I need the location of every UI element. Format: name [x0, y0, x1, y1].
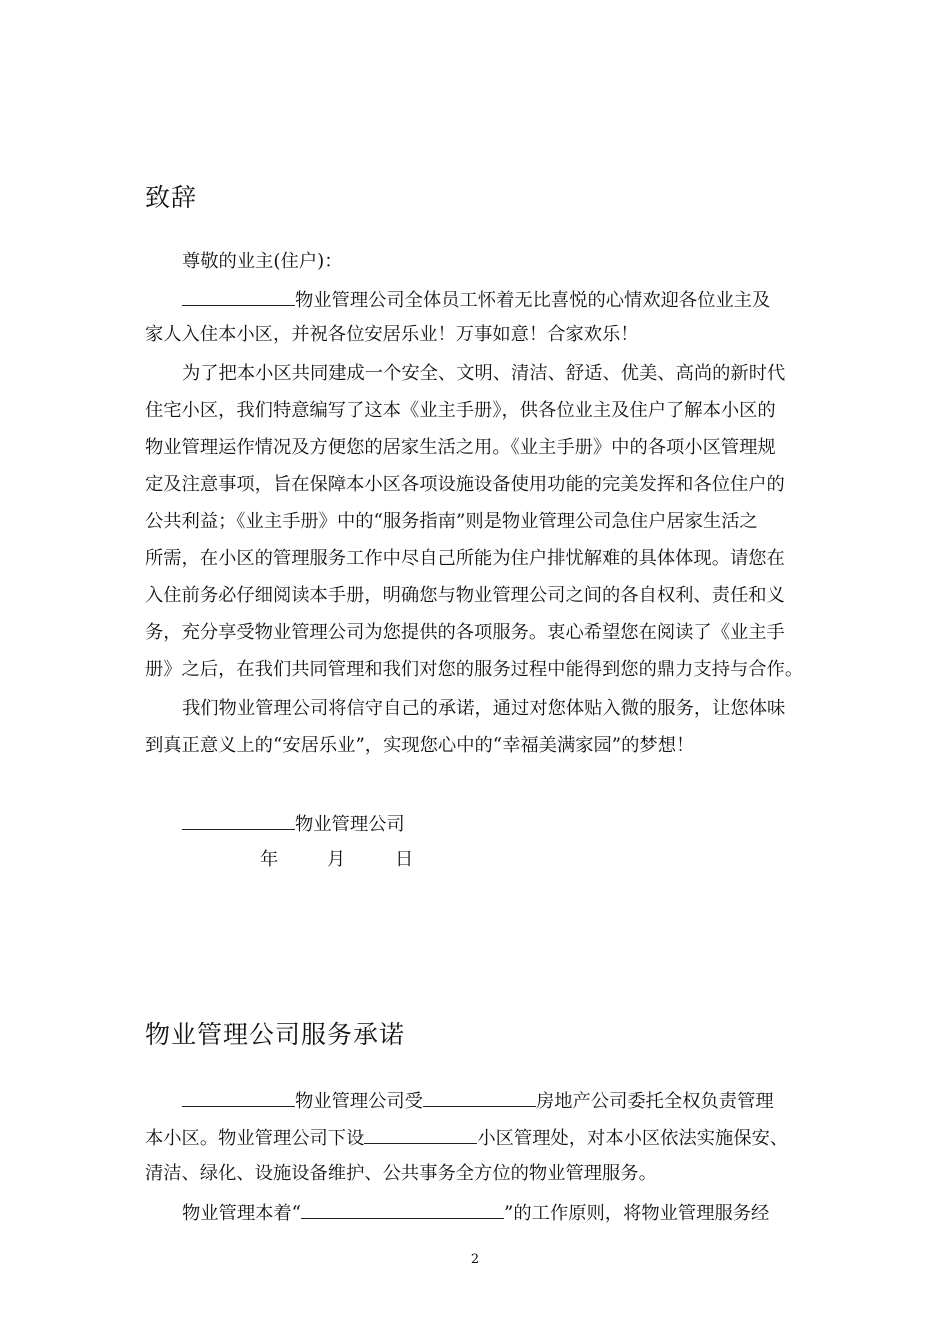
paragraph-line: 入住前务必仔细阅读本手册，明确您与物业管理公司之间的各自权利、责任和义	[145, 585, 785, 606]
section-title-greeting: 致辞	[145, 183, 198, 212]
paragraph-line: 物业管理本着“ ”的工作原则，将物业管理服务经	[182, 1203, 770, 1224]
salutation: 尊敬的业主(住户)：	[182, 251, 343, 272]
section-title-service-commitment: 物业管理公司服务承诺	[145, 1020, 406, 1049]
fill-in-blank	[182, 289, 295, 306]
paragraph-line: 定及注意事项，旨在保障本小区各项设施设备使用功能的完美发挥和各位住户的	[145, 474, 785, 495]
paragraph-line: 我们物业管理公司将信守自己的承诺，通过对您体贴入微的服务，让您体味	[182, 698, 786, 719]
fill-in-blank	[423, 1090, 536, 1107]
paragraph-line: 本小区。物业管理公司下设 小区管理处，对本小区依法实施保安、	[145, 1128, 789, 1149]
paragraph-line: 公共利益；《业主手册》中的“服务指南”则是物业管理公司急住户居家生活之	[145, 511, 758, 532]
signature-line: 物业管理公司	[182, 813, 405, 835]
paragraph-line: 务，充分享受物业管理公司为您提供的各项服务。衷心希望您在阅读了《业主手	[145, 622, 785, 643]
page-number: 2	[470, 1252, 480, 1267]
paragraph-line: 家人入住本小区，并祝各位安居乐业！万事如意！合家欢乐！	[145, 324, 639, 345]
paragraph-line: 清洁、绿化、设施设备维护、公共事务全方位的物业管理服务。	[145, 1163, 657, 1184]
fill-in-blank	[182, 1090, 295, 1107]
paragraph-line: 物业管理公司全体员工怀着无比喜悦的心情欢迎各位业主及	[182, 289, 770, 311]
date-day-label: 日	[395, 849, 414, 870]
fill-in-blank	[182, 813, 295, 830]
date-month-label: 月	[327, 849, 346, 870]
fill-in-blank	[364, 1127, 477, 1144]
paragraph-line: 物业管理运作情况及方便您的居家生活之用。《业主手册》中的各项小区管理规	[145, 437, 776, 458]
paragraph-line: 册》之后，在我们共同管理和我们对您的服务过程中能得到您的鼎力支持与合作。	[145, 659, 804, 680]
paragraph-line: 所需，在小区的管理服务工作中尽自己所能为住户排忧解难的具体体现。请您在	[145, 548, 785, 569]
fill-in-blank	[301, 1202, 504, 1219]
paragraph-line: 住宅小区，我们特意编写了这本《业主手册》，供各位业主及住户了解本小区的	[145, 400, 776, 421]
paragraph-line: 到真正意义上的“安居乐业”，实现您心中的“幸福美满家园”的梦想！	[145, 735, 695, 756]
paragraph-line: 物业管理公司受 房地产公司委托全权负责管理	[182, 1090, 774, 1112]
date-year-label: 年	[260, 849, 279, 870]
paragraph-line: 为了把本小区共同建成一个安全、文明、清洁、舒适、优美、高尚的新时代	[182, 363, 786, 384]
